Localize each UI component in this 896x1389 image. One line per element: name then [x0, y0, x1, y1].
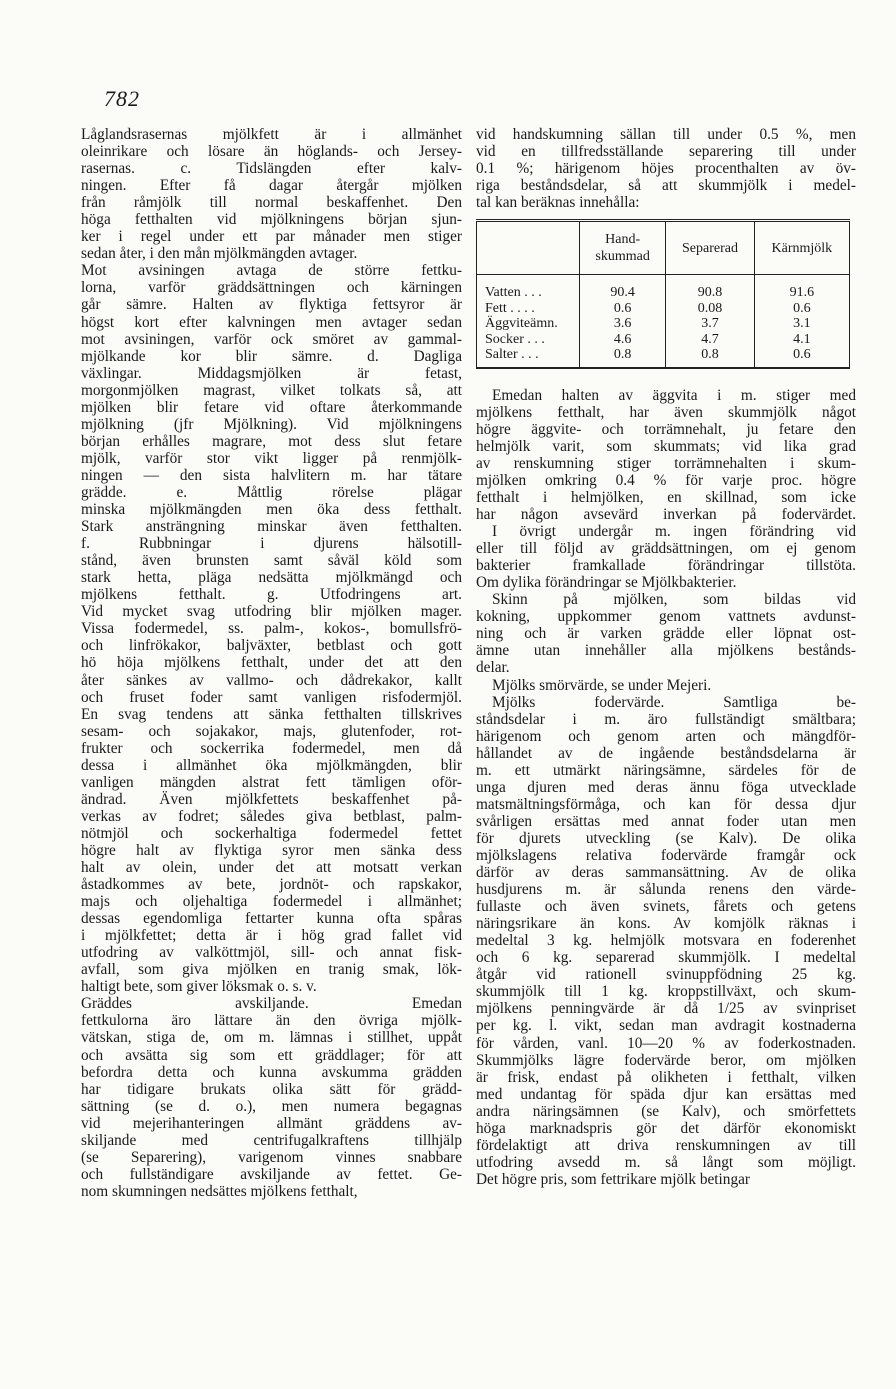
right-text-line: mjölkslagens relativa fodervärde framgår ock	[476, 847, 856, 864]
table-cell: 4.1	[754, 332, 849, 348]
right-intro-line: vid en tillfredsställande separering till under	[476, 143, 856, 161]
left-text-line: och linfrökakor, baljväxter, betblast och gott	[81, 637, 462, 655]
left-text-line: halt av olein, under det att motsatt verkan	[81, 859, 462, 877]
left-text-line: vid mejerihanteringen allmänt gräddens av-	[81, 1114, 462, 1132]
right-text-line: mjölkens penningvärde är då 1/25 av svinpriset	[476, 1000, 856, 1018]
right-text-line: Skummjölks lägre fodervärde beror, om mjölken	[476, 1051, 856, 1069]
left-text-line: mjölkande kor blir sämre. d. Dagliga	[81, 347, 462, 365]
right-text-line: skummjölk till 1 kg. kroppstillväxt, och skum-	[476, 983, 856, 1001]
left-text-line: Stark ansträngning minskar även fetthalten.	[81, 518, 462, 536]
table-row	[477, 275, 850, 301]
table-row-label: Fett . . . .	[477, 301, 580, 317]
composition-table	[476, 219, 850, 369]
left-text-line: ningen — den sista halvlitern m. har tätare	[81, 466, 462, 484]
right-text-line: fördelaktigt att driva renskumningen av till	[476, 1136, 856, 1154]
left-text-line: och fruset foder samt vanligen risfodermjöl.	[81, 688, 462, 706]
table-row-label: Äggviteämn.	[477, 316, 580, 332]
right-intro-line: 0.1 %; härigenom höjes procenthalten av öv-	[476, 160, 856, 178]
left-text-line: dessas egendomliga fettarter kunna ofta spåras	[81, 910, 462, 928]
left-text-line: f. Rubbningar i djurens hälsotill-	[81, 535, 462, 553]
table-header-row	[477, 221, 850, 275]
table-row	[477, 316, 850, 332]
left-text-line: oleinrikare och lösare än höglands- och Jersey-	[81, 143, 462, 161]
left-text-line: sättning (se d. o.), men numera begagnas	[81, 1097, 462, 1115]
left-text-line: högst kort efter kalvningen men avtager sedan	[81, 313, 462, 331]
right-text-line: högre äggvite- och torrämnehalt, ju fetare den	[476, 420, 856, 438]
right-text-line: helmjölk varit, som skummats; vid lika grad	[476, 437, 856, 455]
left-text-line: vätskan, stiga de, om m. lämnas i stillhet, uppåt	[81, 1029, 462, 1047]
right-text-line: per kg. l. vikt, sedan man avdragit kostnaderna	[476, 1017, 856, 1035]
right-text-line: medeltal 3 kg. helmjölk motsvara en foderenhet	[476, 932, 856, 950]
left-text-line: ningen. Efter få dagar återgår mjölken	[81, 177, 462, 195]
left-text-line: skiljande med centrifugalkraftens tillhjälp	[81, 1131, 462, 1149]
table-cell: 0.8	[666, 347, 754, 368]
right-text-line: I övrigt undergår m. ingen förändring vid	[492, 523, 856, 541]
right-intro-line: riga beståndsdelar, så att skummjölk i medel-	[476, 177, 856, 195]
right-text-line: ståndsdelar i m. äro fullständigt smältbara;	[476, 710, 856, 728]
left-text-line: högre halt av flyktiga syror men sänka dess	[81, 841, 462, 859]
left-text-line: vanligen mängden alstrat fett tämligen oför-	[81, 773, 462, 791]
right-body	[476, 387, 856, 1188]
left-text-line: fettkulorna äro lättare än den övriga mjölk-	[81, 1012, 462, 1030]
right-text-line: Mjölks fodervärde. Samtliga be-	[492, 693, 856, 711]
right-text-line: delar.	[476, 659, 510, 677]
left-text-line: åter sänkes av vallmo- och dådrekakor, kallt	[81, 671, 462, 689]
right-text-line: ning och är varken grädde eller löpnat ost-	[476, 625, 856, 643]
left-text-line: haltigt bete, som giver löksmak o. s. v.	[81, 978, 317, 996]
table-cell: 90.4	[580, 275, 666, 301]
table-header-blank	[477, 221, 580, 275]
right-text-line: höga marknadspris gör det därför ekonomiskt	[476, 1119, 856, 1137]
left-text-line: befordra detta och kunna avskumma grädden	[81, 1063, 462, 1081]
left-text-line: åstadkommes av bete, jordnöt- och rapskakor,	[81, 876, 462, 894]
table-row-label: Socker . . .	[477, 332, 580, 348]
table-header-separerad: Separerad	[666, 221, 754, 275]
left-text-line: i mjölkfettet; detta är i hög grad fallet vid	[81, 927, 462, 945]
table-cell: 3.7	[666, 316, 754, 332]
right-text-line: härigenom och genom arten och mängdför-	[476, 727, 856, 745]
left-text-line: frukter och sockerrika fodermedel, men då	[81, 739, 462, 757]
table-cell: 0.6	[754, 301, 849, 317]
left-text-line: grädde. e. Måttlig rörelse plägar	[81, 483, 462, 501]
right-text-line: utfodring avsedd m. så långt som möjligt.	[476, 1153, 856, 1171]
right-intro-line: vid handskumning sällan till under 0.5 %, men	[476, 126, 856, 143]
right-text-line: Det högre pris, som fettrikare mjölk betingar	[476, 1170, 750, 1188]
left-text-line: minska mjölkmängden men öka dess fetthalt.	[81, 501, 462, 519]
right-text-line: bakterier framkallade förändringar tillstöta.	[476, 557, 856, 575]
right-text-line: fetthalt i helmjölken, en skillnad, som icke	[476, 489, 856, 507]
left-text-line: mot avsiningen, varför ock smöret av gammal-	[81, 330, 462, 348]
table-cell: 0.6	[580, 301, 666, 317]
right-text-line: ämne utan innehåller alla mjölkens bestånds-	[476, 642, 856, 660]
left-text-line: och fullständigare avskiljande av fettet. Ge-	[81, 1165, 462, 1183]
left-column	[81, 126, 462, 1200]
right-text-line: fullaste och även svinets, fårets och getens	[476, 898, 856, 916]
left-text-line: stark hetta, pläga nedsätta mjölkmängd och	[81, 569, 462, 587]
table-row-label: Vatten . . .	[477, 275, 580, 301]
right-text-line: mjölken omkring 0.4 % för varje proc. högre	[476, 471, 856, 489]
left-text-line: mjölkning (jfr Mjölkning). Vid mjölkningens	[81, 415, 462, 433]
table-header-karnmjolk: Kärnmjölk	[754, 221, 849, 275]
right-text-line: Emedan halten av äggvita i m. stiger med	[492, 386, 856, 404]
left-text-line: början erhålles magrare, mot dess slut fetare	[81, 432, 462, 450]
right-text-line: med undantag för späda djur kan ersättas med	[476, 1085, 856, 1103]
table-cell: 3.6	[580, 316, 666, 332]
left-text-line: avfall, som giva mjölken en tranig smak, lök-	[81, 961, 462, 979]
left-text-line: lorna, varför gräddsättningen och kärningen	[81, 279, 462, 297]
right-text-line: näringsrikare än kons. Av komjölk räknas i	[476, 915, 856, 933]
left-text-line: har tidigare brukats olika sätt för grädd-	[81, 1080, 462, 1098]
left-text-line: mjölkens fetthalt. g. Utfodringens art.	[81, 586, 462, 604]
right-text-line: har någon avsevärd inverkan på fodervärdet.	[476, 506, 856, 524]
left-text-line: (se Separering), varigenom vinnes snabbare	[81, 1148, 462, 1166]
left-text-line: verkas av fodret; således giva betblast, palm-	[81, 807, 462, 825]
right-text-line: hållandet av de ingående beståndsdelarna är	[476, 744, 856, 762]
table-header-handskummad: Hand- skummad	[580, 221, 666, 275]
table-cell: 0.08	[666, 301, 754, 317]
table-cell: 0.6	[754, 347, 849, 368]
right-column	[476, 126, 856, 1188]
table-cell: 4.6	[580, 332, 666, 348]
table-row	[477, 301, 850, 317]
left-text-line: stånd, även brunsten samt såväl köld som	[81, 552, 462, 570]
left-text-line: från råmjölk till normal beskaffenhet. Den	[81, 194, 462, 212]
right-text-line: andra näringsämnen (se Kalv), och smörfettets	[476, 1102, 856, 1120]
left-text-line: morgonmjölken magrast, vilket tolkats så, att	[81, 381, 462, 399]
right-text-line: för vården, vanl. 10—20 % av foderkostnaden.	[476, 1034, 856, 1052]
left-text-line: nom skumningen nedsättes mjölkens fetthalt,	[81, 1182, 358, 1200]
left-text-line: dessa i allmänhet öka mjölkmängden, blir	[81, 756, 462, 774]
right-text-line: eller till följd av gräddsättningen, om ej genom	[476, 540, 856, 558]
right-text-line: m. ett utmärkt näringsämne, särdeles för de	[476, 761, 856, 779]
table-cell: 90.8	[666, 275, 754, 301]
table-cell: 4.7	[666, 332, 754, 348]
right-text-line: husdjurens m. är sålunda renens den värde-	[476, 881, 856, 899]
left-text-line: majs och oljehaltiga fodermedel i allmänhet;	[81, 893, 462, 911]
left-text-line: går sämre. Halten av flyktiga fettsyror är	[81, 296, 462, 314]
right-text-line: Om dylika förändringar se Mjölkbakterier.	[476, 574, 737, 592]
left-text-line: nötmjöl och sockerhaltiga fodermedel fettet	[81, 824, 462, 842]
right-text-line: Skinn på mjölken, som bildas vid	[492, 591, 856, 609]
left-text-line: hö höja mjölkens fetthalt, under det att den	[81, 654, 462, 672]
left-text-line: Vid mycket svag utfodring blir mjölken mager.	[81, 603, 462, 621]
left-text-line: utfodring av valköttmjöl, sill- och annat fisk-	[81, 944, 462, 962]
left-text-line: växlingar. Middagsmjölken är fetast,	[81, 364, 462, 382]
left-text-line: rasernas. c. Tidslängden efter kalv-	[81, 160, 462, 178]
right-text-line: åtgår vid rationell svinuppfödning 25 kg.	[476, 966, 856, 984]
left-text-line: Mot avsiningen avtaga de större fettku-	[81, 262, 462, 280]
right-text-line: unga djuren med deras ännu föga utvecklade	[476, 778, 856, 796]
left-text-line: mjölken blir fetare vid oftare återkommande	[81, 398, 462, 416]
right-text-line: av renskumning stiger torrämnehalten i skum-	[476, 454, 856, 472]
table-cell: 91.6	[754, 275, 849, 301]
table-row	[477, 347, 850, 368]
right-text-line: därför av deras sammansättning. Av de olika	[476, 864, 856, 882]
table-cell: 3.1	[754, 316, 849, 332]
left-text-line: mjölk, varför stor vikt ligger på renmjölk-	[81, 449, 462, 467]
right-text-line: mjölkens fetthalt, har även skummjölk något	[476, 403, 856, 421]
right-text-line: Mjölks smörvärde, se under Mejeri.	[492, 676, 712, 694]
page-number: 782	[104, 86, 140, 111]
left-text-line: höga fetthalten vid mjölkningens början sjun-	[81, 211, 462, 229]
left-text-line: ker i regel under ett par månader men stiger	[81, 228, 462, 246]
right-intro	[476, 126, 856, 211]
left-text-line: ändrad. Även mjölkfettets beskaffenhet på-	[81, 790, 462, 808]
left-text-line: En svag tendens att sänka fetthalten tillskrives	[81, 705, 462, 723]
table-row	[477, 332, 850, 348]
right-text-line: och 6 kg. separerad skummjölk. I medeltal	[476, 949, 856, 967]
left-text-line: sesam- och sojakakor, majs, glutenfoder, rot-	[81, 722, 462, 740]
left-text-line: sedan åter, i den mån mjölkmängden avtager.	[81, 245, 358, 263]
table-row-label: Salter . . .	[477, 347, 580, 368]
right-intro-line: tal kan beräknas innehålla:	[476, 194, 640, 212]
composition-table-wrap	[476, 219, 856, 369]
left-text-line: och avsätta sig som ett gräddlager; för att	[81, 1046, 462, 1064]
right-text-line: svårligen ersättas med annat foder utan men	[476, 812, 856, 830]
right-text-line: är frisk, endast på olikheten i fetthalt, vilken	[476, 1068, 856, 1086]
left-text-line: Gräddes avskiljande. Emedan	[81, 995, 462, 1013]
right-text-line: för djurets utveckling (se Kalv). De olika	[476, 829, 856, 847]
right-text-line: matsmältningsförmåga, och kan för dessa djur	[476, 795, 856, 813]
left-text-line: Vissa fodermedel, ss. palm-, kokos-, bomullsfrö-	[81, 620, 462, 638]
right-text-line: kokning, uppkommer genom vattnets avdunst-	[476, 608, 856, 626]
table-cell: 0.8	[580, 347, 666, 368]
left-text-line: Låglandsrasernas mjölkfett är i allmänhet	[81, 126, 462, 143]
